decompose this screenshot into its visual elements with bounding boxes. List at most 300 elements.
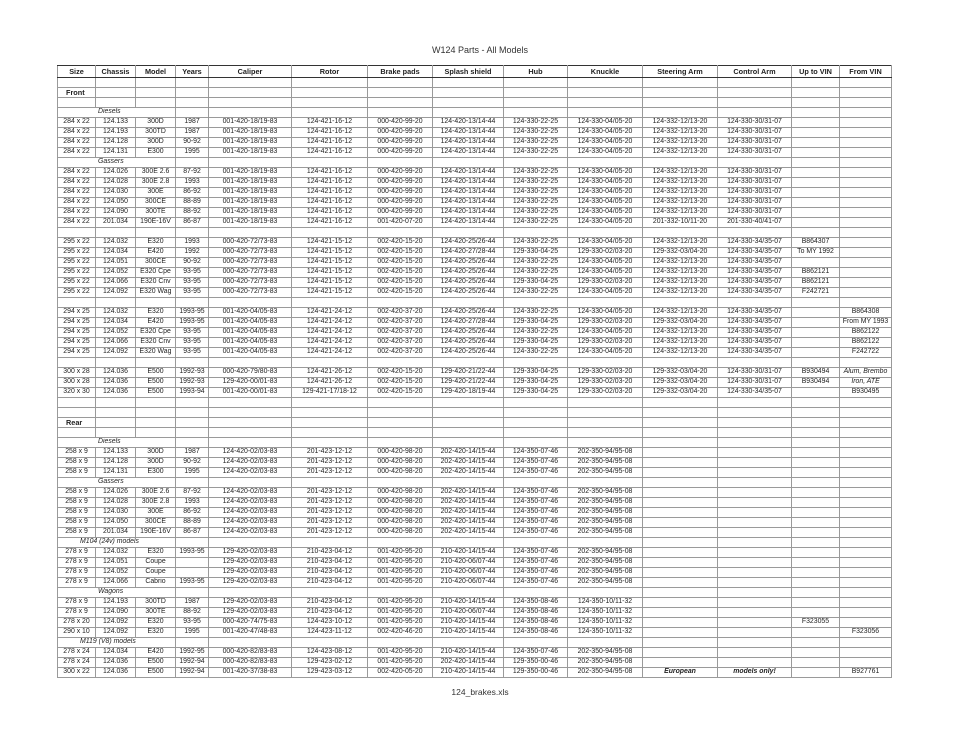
subgroup-row: [58, 158, 892, 168]
cell-knuckle: 124-330-04/05-20: [568, 308, 643, 318]
cell-rotor: 210-423-04-12: [292, 548, 368, 558]
cell-steering-arm: 124-332-12/13-20: [643, 328, 718, 338]
cell-hub: 124-350-08-46: [504, 598, 568, 608]
cell-hub: 129-330-04-25: [504, 248, 568, 258]
cell-up-to-vin: [792, 498, 840, 508]
empty-cell: [643, 358, 718, 368]
cell-chassis: 124.030: [96, 508, 136, 518]
empty-cell: [792, 478, 840, 488]
cell-rotor: 124-421-16-12: [292, 128, 368, 138]
empty-cell: [176, 228, 209, 238]
cell-rotor: 124-421-24-12: [292, 328, 368, 338]
cell-chassis: 124.193: [96, 598, 136, 608]
cell-up-to-vin: B930494: [792, 368, 840, 378]
cell-brake-pads: 000-420-98-20: [368, 448, 433, 458]
cell-size: 278 x 9: [58, 568, 96, 578]
empty-cell: [136, 88, 176, 98]
cell-caliper: 001-420-04/05-83: [209, 308, 292, 318]
table-row: [58, 498, 892, 508]
section-label: Front: [58, 88, 96, 98]
cell-years: 90-92: [176, 258, 209, 268]
cell-chassis: 124.028: [96, 178, 136, 188]
cell-knuckle: 129-330-02/03-20: [568, 338, 643, 348]
cell-chassis: 124.092: [96, 618, 136, 628]
cell-caliper: 124-420-02/03-83: [209, 448, 292, 458]
cell-knuckle: 202-350-94/95-08: [568, 578, 643, 588]
cell-rotor: 210-423-04-12: [292, 578, 368, 588]
cell-rotor: 210-423-04-12: [292, 568, 368, 578]
empty-cell: [209, 358, 292, 368]
cell-model: 190E-16V: [136, 528, 176, 538]
cell-chassis: 124.036: [96, 668, 136, 678]
cell-from-vin: [840, 598, 892, 608]
cell-model: 300TE: [136, 608, 176, 618]
cell-from-vin: Alum, Brembo: [840, 368, 892, 378]
empty-cell: [643, 88, 718, 98]
cell-brake-pads: 001-420-95-20: [368, 558, 433, 568]
cell-chassis: 124.052: [96, 328, 136, 338]
cell-model: Cabrio: [136, 578, 176, 588]
empty-cell: [568, 158, 643, 168]
cell-years: 88-89: [176, 198, 209, 208]
cell-hub: 124-330-22-25: [504, 208, 568, 218]
cell-years: 1992-95: [176, 648, 209, 658]
empty-cell: [209, 228, 292, 238]
cell-steering-arm: [643, 468, 718, 478]
cell-control-arm: [718, 618, 792, 628]
cell-from-vin: [840, 278, 892, 288]
subgroup-label: Wagons: [58, 588, 176, 598]
subgroup-label: M104 (24v) models: [58, 538, 176, 548]
empty-cell: [718, 158, 792, 168]
cell-hub: 129-330-04-25: [504, 368, 568, 378]
cell-size: 284 x 22: [58, 188, 96, 198]
empty-cell: [504, 418, 568, 428]
empty-cell: [176, 298, 209, 308]
empty-cell: [792, 158, 840, 168]
subgroup-row: [58, 108, 892, 118]
cell-steering-arm: [643, 568, 718, 578]
empty-cell: [643, 108, 718, 118]
empty-cell: [96, 408, 136, 418]
table-row: [58, 518, 892, 528]
cell-from-vin: [840, 448, 892, 458]
cell-knuckle: 129-330-02/03-20: [568, 378, 643, 388]
table-row: [58, 568, 892, 578]
cell-brake-pads: 001-420-95-20: [368, 548, 433, 558]
cell-caliper: 001-420-04/05-83: [209, 338, 292, 348]
cell-size: 295 x 22: [58, 248, 96, 258]
cell-rotor: 124-421-16-12: [292, 198, 368, 208]
cell-chassis: 124.092: [96, 348, 136, 358]
cell-years: 93-95: [176, 268, 209, 278]
cell-steering-arm: [643, 498, 718, 508]
empty-cell: [176, 428, 209, 438]
cell-splash-shield: 124-420-25/26-44: [433, 288, 504, 298]
cell-control-arm: [718, 458, 792, 468]
cell-hub: 124-330-22-25: [504, 188, 568, 198]
empty-cell: [643, 228, 718, 238]
empty-cell: [433, 408, 504, 418]
empty-cell: [176, 398, 209, 408]
empty-cell: [292, 438, 368, 448]
empty-cell: [433, 78, 504, 88]
cell-years: 93-95: [176, 278, 209, 288]
empty-cell: [643, 78, 718, 88]
empty-cell: [176, 538, 209, 548]
cell-splash-shield: 210-420-14/15-44: [433, 648, 504, 658]
cell-chassis: 124.028: [96, 498, 136, 508]
cell-size: 278 x 9: [58, 578, 96, 588]
cell-steering-arm: [643, 458, 718, 468]
empty-cell: [718, 298, 792, 308]
cell-knuckle: 202-350-94/95-08: [568, 648, 643, 658]
cell-control-arm: [718, 648, 792, 658]
cell-control-arm: [718, 558, 792, 568]
empty-cell: [136, 358, 176, 368]
cell-rotor: 201-423-12-12: [292, 488, 368, 498]
cell-knuckle: 202-350-94/95-08: [568, 558, 643, 568]
cell-from-vin: [840, 578, 892, 588]
cell-rotor: 129-423-02-12: [292, 658, 368, 668]
cell-up-to-vin: [792, 308, 840, 318]
empty-cell: [504, 228, 568, 238]
cell-years: 1993-94: [176, 388, 209, 398]
cell-caliper: 000-420-72/73-83: [209, 248, 292, 258]
table-body: [58, 78, 892, 678]
empty-cell: [718, 358, 792, 368]
empty-cell: [176, 78, 209, 88]
cell-from-vin: [840, 618, 892, 628]
empty-cell: [643, 478, 718, 488]
cell-years: 1987: [176, 448, 209, 458]
empty-cell: [718, 108, 792, 118]
empty-cell: [568, 228, 643, 238]
empty-cell: [368, 98, 433, 108]
empty-cell: [176, 638, 209, 648]
cell-splash-shield: 210-420-14/15-44: [433, 598, 504, 608]
empty-cell: [209, 108, 292, 118]
empty-cell: [209, 588, 292, 598]
table-row: [58, 448, 892, 458]
cell-model: E420: [136, 648, 176, 658]
cell-control-arm: 124-330-34/35-07: [718, 268, 792, 278]
cell-hub: 124-330-22-25: [504, 218, 568, 228]
cell-up-to-vin: [792, 508, 840, 518]
cell-up-to-vin: [792, 458, 840, 468]
empty-cell: [718, 438, 792, 448]
cell-rotor: 124-421-16-12: [292, 148, 368, 158]
empty-cell: [643, 408, 718, 418]
empty-cell: [292, 158, 368, 168]
empty-cell: [368, 398, 433, 408]
empty-cell: [568, 638, 643, 648]
cell-steering-arm: [643, 578, 718, 588]
cell-knuckle: 124-350-10/11-32: [568, 608, 643, 618]
empty-cell: [792, 398, 840, 408]
cell-control-arm: 124-330-30/31-07: [718, 178, 792, 188]
cell-up-to-vin: [792, 668, 840, 678]
cell-size: 284 x 22: [58, 138, 96, 148]
cell-up-to-vin: [792, 608, 840, 618]
cell-hub: 124-330-22-25: [504, 238, 568, 248]
empty-cell: [792, 358, 840, 368]
cell-up-to-vin: F323055: [792, 618, 840, 628]
cell-model: 300TD: [136, 598, 176, 608]
empty-cell: [643, 98, 718, 108]
blank-row: [58, 408, 892, 418]
cell-from-vin: [840, 608, 892, 618]
cell-chassis: 124.026: [96, 488, 136, 498]
empty-cell: [96, 358, 136, 368]
empty-cell: [368, 478, 433, 488]
empty-cell: [792, 638, 840, 648]
cell-steering-arm: 124-332-12/13-20: [643, 238, 718, 248]
cell-size: 284 x 22: [58, 218, 96, 228]
cell-size: 258 x 9: [58, 468, 96, 478]
cell-caliper: 000-420-82/83-83: [209, 648, 292, 658]
cell-brake-pads: 002-420-15-20: [368, 288, 433, 298]
table-row: [58, 308, 892, 318]
empty-cell: [176, 408, 209, 418]
empty-cell: [368, 538, 433, 548]
table-row: [58, 118, 892, 128]
table-row: [58, 198, 892, 208]
empty-cell: [568, 98, 643, 108]
cell-knuckle: 124-330-04/05-20: [568, 208, 643, 218]
empty-cell: [58, 398, 96, 408]
table-row: [58, 318, 892, 328]
cell-rotor: 201-423-12-12: [292, 458, 368, 468]
cell-steering-arm: [643, 598, 718, 608]
cell-years: 93-95: [176, 288, 209, 298]
empty-cell: [840, 478, 892, 488]
cell-brake-pads: 002-420-37-20: [368, 308, 433, 318]
cell-knuckle: 124-330-04/05-20: [568, 268, 643, 278]
cell-rotor: 201-423-12-12: [292, 508, 368, 518]
empty-cell: [433, 98, 504, 108]
cell-rotor: 129-421-17/18-12: [292, 388, 368, 398]
cell-model: 300CE: [136, 198, 176, 208]
cell-chassis: 124.032: [96, 308, 136, 318]
empty-cell: [209, 418, 292, 428]
cell-rotor: 124-423-10-12: [292, 618, 368, 628]
cell-steering-arm: [643, 508, 718, 518]
cell-hub: 124-350-07-46: [504, 498, 568, 508]
cell-hub: 124-330-22-25: [504, 258, 568, 268]
empty-cell: [368, 588, 433, 598]
cell-rotor: 124-421-24-12: [292, 348, 368, 358]
cell-from-vin: B930495: [840, 388, 892, 398]
cell-hub: 124-350-07-46: [504, 488, 568, 498]
cell-chassis: 124.032: [96, 238, 136, 248]
empty-cell: [433, 588, 504, 598]
cell-model: 300E 2.6: [136, 168, 176, 178]
cell-caliper: 124-420-02/03-83: [209, 508, 292, 518]
cell-chassis: 124.052: [96, 268, 136, 278]
empty-cell: [96, 88, 136, 98]
cell-brake-pads: 002-420-15-20: [368, 388, 433, 398]
cell-rotor: 124-421-24-12: [292, 338, 368, 348]
cell-splash-shield: 202-420-14/15-44: [433, 468, 504, 478]
cell-knuckle: 124-330-04/05-20: [568, 258, 643, 268]
cell-control-arm: 124-330-30/31-07: [718, 208, 792, 218]
cell-knuckle: 124-330-04/05-20: [568, 188, 643, 198]
cell-up-to-vin: [792, 258, 840, 268]
subgroup-label: M119 (V8) models: [58, 638, 176, 648]
empty-cell: [292, 478, 368, 488]
empty-cell: [840, 298, 892, 308]
cell-chassis: 124.066: [96, 578, 136, 588]
empty-cell: [209, 638, 292, 648]
empty-cell: [176, 418, 209, 428]
cell-brake-pads: 000-420-99-20: [368, 198, 433, 208]
empty-cell: [504, 78, 568, 88]
cell-from-vin: [840, 658, 892, 668]
cell-up-to-vin: [792, 568, 840, 578]
empty-cell: [176, 478, 209, 488]
cell-model: E320 Cnv: [136, 338, 176, 348]
cell-brake-pads: 002-420-15-20: [368, 278, 433, 288]
blank-row: [58, 398, 892, 408]
cell-splash-shield: 124-420-13/14-44: [433, 208, 504, 218]
empty-cell: [176, 88, 209, 98]
cell-hub: 124-350-08-46: [504, 608, 568, 618]
cell-steering-arm: 129-332-03/04-20: [643, 388, 718, 398]
cell-chassis: 124.036: [96, 388, 136, 398]
cell-chassis: 124.026: [96, 168, 136, 178]
empty-cell: [504, 478, 568, 488]
cell-control-arm: 124-330-30/31-07: [718, 368, 792, 378]
empty-cell: [840, 408, 892, 418]
cell-caliper: 001-420-18/19-83: [209, 138, 292, 148]
cell-up-to-vin: [792, 208, 840, 218]
empty-cell: [840, 228, 892, 238]
cell-splash-shield: 202-420-14/15-44: [433, 518, 504, 528]
cell-size: 300 x 28: [58, 368, 96, 378]
cell-chassis: 124.092: [96, 628, 136, 638]
subgroup-row: [58, 538, 892, 548]
empty-cell: [292, 398, 368, 408]
cell-caliper: 129-420-00/01-83: [209, 378, 292, 388]
cell-from-vin: [840, 498, 892, 508]
cell-model: E320: [136, 618, 176, 628]
cell-splash-shield: 210-420-06/07-44: [433, 578, 504, 588]
cell-knuckle: 124-330-04/05-20: [568, 118, 643, 128]
empty-cell: [718, 428, 792, 438]
cell-size: 294 x 25: [58, 328, 96, 338]
cell-splash-shield: 202-420-14/15-44: [433, 498, 504, 508]
empty-cell: [504, 438, 568, 448]
cell-rotor: 124-421-15-12: [292, 248, 368, 258]
empty-cell: [136, 398, 176, 408]
cell-size: 278 x 24: [58, 658, 96, 668]
cell-model: E500: [136, 658, 176, 668]
empty-cell: [292, 358, 368, 368]
empty-cell: [176, 588, 209, 598]
cell-years: 88-92: [176, 208, 209, 218]
empty-cell: [792, 428, 840, 438]
cell-model: 300E: [136, 188, 176, 198]
cell-splash-shield: 202-420-14/15-44: [433, 508, 504, 518]
empty-cell: [433, 428, 504, 438]
cell-steering-arm: [643, 628, 718, 638]
cell-splash-shield: 210-420-14/15-44: [433, 668, 504, 678]
cell-up-to-vin: [792, 168, 840, 178]
cell-from-vin: From MY 1993: [840, 318, 892, 328]
cell-model: E320: [136, 238, 176, 248]
cell-chassis: 201.034: [96, 528, 136, 538]
sheet-filename: 124_brakes.xls: [451, 687, 509, 697]
cell-knuckle: 202-350-94/95-08: [568, 548, 643, 558]
cell-hub: 124-350-07-46: [504, 568, 568, 578]
cell-brake-pads: 000-420-98-20: [368, 508, 433, 518]
cell-caliper: 001-420-18/19-83: [209, 178, 292, 188]
cell-chassis: 124.128: [96, 138, 136, 148]
empty-cell: [96, 228, 136, 238]
cell-steering-arm: 129-332-03/04-20: [643, 248, 718, 258]
cell-steering-arm: 129-332-03/04-20: [643, 368, 718, 378]
cell-control-arm: [718, 598, 792, 608]
empty-cell: [292, 88, 368, 98]
subgroup-row: [58, 638, 892, 648]
cell-steering-arm: [643, 658, 718, 668]
sheet-title: W124 Parts - All Models: [431, 45, 529, 55]
cell-control-arm: 124-330-34/35-07: [718, 278, 792, 288]
table-row: [58, 548, 892, 558]
cell-knuckle: 202-350-94/95-08: [568, 518, 643, 528]
cell-rotor: 124-421-16-12: [292, 168, 368, 178]
cell-from-vin: B862122: [840, 338, 892, 348]
cell-brake-pads: 000-420-98-20: [368, 518, 433, 528]
table-row: [58, 238, 892, 248]
cell-up-to-vin: [792, 558, 840, 568]
cell-splash-shield: 129-420-21/22-44: [433, 368, 504, 378]
cell-brake-pads: 000-420-99-20: [368, 138, 433, 148]
cell-hub: 124-330-22-25: [504, 288, 568, 298]
table-row: [58, 168, 892, 178]
empty-cell: [840, 358, 892, 368]
empty-cell: [209, 298, 292, 308]
empty-cell: [58, 408, 96, 418]
empty-cell: [643, 418, 718, 428]
cell-knuckle: 202-350-94/95-08: [568, 458, 643, 468]
empty-cell: [504, 408, 568, 418]
cell-years: 1993: [176, 178, 209, 188]
table-row: [58, 488, 892, 498]
empty-cell: [136, 228, 176, 238]
cell-size: 300 x 28: [58, 378, 96, 388]
cell-knuckle: 124-330-04/05-20: [568, 328, 643, 338]
cell-steering-arm: 124-332-12/13-20: [643, 278, 718, 288]
cell-size: 258 x 9: [58, 498, 96, 508]
empty-cell: [368, 438, 433, 448]
empty-cell: [96, 78, 136, 88]
cell-knuckle: 202-350-94/95-08: [568, 468, 643, 478]
cell-years: 90-92: [176, 138, 209, 148]
cell-years: 86-92: [176, 508, 209, 518]
cell-up-to-vin: B862121: [792, 278, 840, 288]
cell-size: 278 x 24: [58, 648, 96, 658]
cell-brake-pads: 000-420-99-20: [368, 188, 433, 198]
cell-model: E320 Wag: [136, 288, 176, 298]
cell-model: Coupe: [136, 558, 176, 568]
cell-hub: 124-350-07-46: [504, 448, 568, 458]
empty-cell: [718, 638, 792, 648]
empty-cell: [840, 398, 892, 408]
cell-control-arm: 124-330-34/35-07: [718, 248, 792, 258]
cell-brake-pads: 000-420-98-20: [368, 488, 433, 498]
